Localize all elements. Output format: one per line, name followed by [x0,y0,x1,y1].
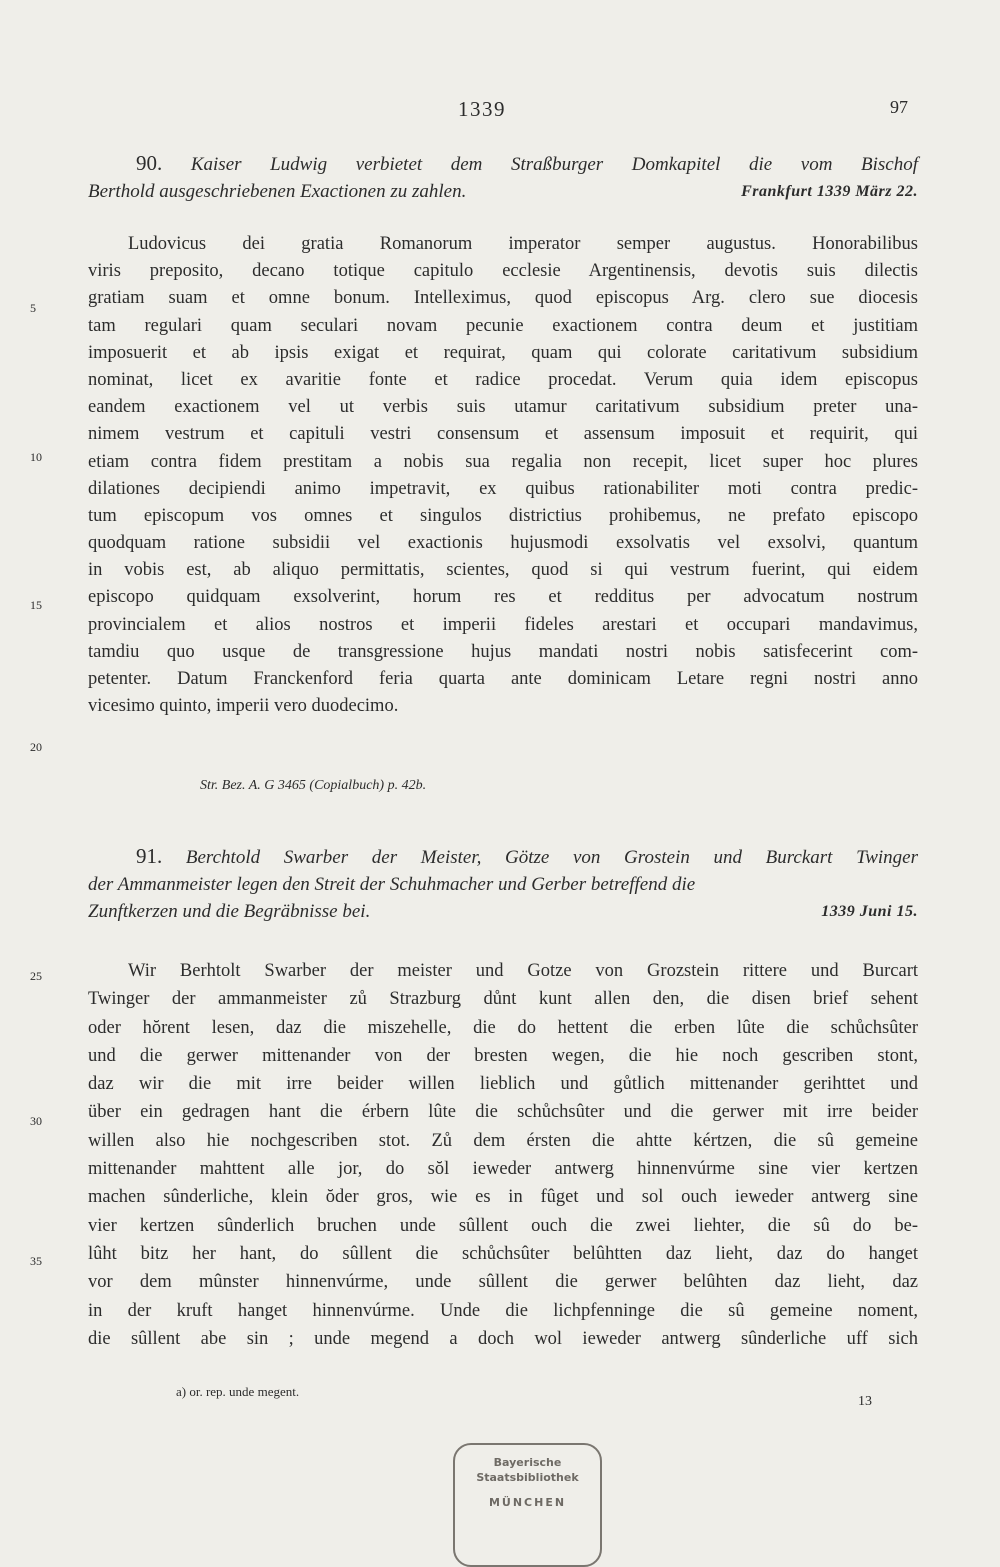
doc91-line: machen sûnderliche, klein ŏder gros, wie es in fûget und sol ouch ieweder antwerg sine [88,1187,918,1208]
signature-mark: 13 [858,1394,872,1409]
doc90-heading [88,150,918,205]
doc91-line: Wir Berhtolt Swarber der meister und Gotze von Grozstein rittere und Burcart [128,961,918,981]
doc90-title-text1: Kaiser Ludwig verbietet dem Straßburger Domkapitel die vom Bischof [190,154,919,175]
doc91-line: Twinger der ammanmeister zů Strazburg důnt kunt allen den, die disen brief sehent [88,989,918,1010]
doc91-title-line2: der Ammanmeister legen den Streit der Schuhmacher und Gerber betreffend die [88,874,696,895]
doc90-line: tamdiu quo usque de transgressione hujus mandati nostri nobis satisfecerint com- [88,641,918,662]
doc91-line: die sûllent abe sin ; unde megend a doch wol ieweder antwerg sûnderliche uff sich [88,1328,918,1349]
line-number: 25 [30,969,42,983]
doc91-line: und die gerwer mittenander von der bresten wegen, die hie noch gescriben stont, [88,1045,918,1066]
line-number: 30 [30,1114,42,1128]
running-head-year: 1339 [458,97,506,121]
doc90-line: nominat, licet ex avaritie fonte et radice procedat. Verum quia idem episcopus [88,369,918,390]
line-number: 5 [30,301,36,315]
doc90-line: in vobis est, ab aliquo permittatis, scientes, quod si qui vestrum fuerint, qui eidem [88,560,918,581]
doc90-number: 90. [136,151,163,175]
doc90-title-line1 [88,150,918,178]
doc90-line: eandem exactionem vel ut verbis suis utamur caritativum subsidium preter una- [88,397,918,418]
doc90-line: tam regulari quam seculari novam pecunie exactionem contra deum et justitiam [88,315,918,336]
page-number: 97 [890,97,908,117]
doc90-line: tum episcopum vos omnes et singulos districtius prohibemus, ne prefato episcopo [88,505,918,526]
doc90-line: provincialem et alios nostros et imperii fideles arestari et occupari mandavimus, [88,614,918,635]
doc91-title-text3: Zunftkerzen und die Begräbnisse bei. [88,901,371,922]
doc91-line: mittenander mahttent alle jor, do sŏl ieweder antwerg hinnenvúrme sine vier kertzen [88,1159,918,1180]
doc90-line: vicesimo quinto, imperii vero duodecimo. [88,696,399,717]
line-number: 35 [30,1254,42,1268]
doc91-line: über ein gedragen hant die érbern lûte die schůchsûter und die gerwer mit irre beider [88,1102,918,1123]
doc91-heading [88,843,918,925]
doc91-title-line1 [88,843,918,871]
footnote: a) or. rep. unde megent. [176,1384,300,1399]
doc90-line: imposuerit et ab ipsis exigat et requirat, quam qui colorate caritativum subsidium [88,342,918,363]
doc90-title-text2: Berthold ausgeschriebenen Exactionen zu zahlen. [88,181,467,202]
doc90-line: episcopo quidquam exsolverint, horum res et redditus per advocatum nostrum [88,587,918,608]
doc91-line: oder hŏrent lesen, daz die miszehelle, die do hettent die erben lûte die schůchsûter [88,1017,918,1038]
doc90-line: petenter. Datum Franckenford feria quarta ante dominicam Letare regni nostri anno [88,669,918,689]
library-stamp [453,1443,602,1567]
line-number: 10 [30,450,42,464]
doc90-line: dilationes decipiendi animo impetravit, ex quibus rationabiliter moti contra predic- [88,478,918,499]
stamp-line1: Bayerische [493,1456,562,1469]
doc90-line: nimem vestrum et capituli vestri consensum et assensum imposuit et requirit, qui [88,424,918,445]
line-number: 15 [30,598,42,612]
doc91-title-text1: Berchtold Swarber der Meister, Götze von Grostein und Burckart Twinger [185,847,919,868]
stamp-line3: MÜNCHEN [488,1496,567,1509]
doc91-title-line3-row [88,898,918,925]
doc91-line: lûht bitz her hant, do sûllent die schůchsûter belûhtten daz lieht, daz do hanget [88,1243,918,1264]
doc91-line: daz wir die mit irre beider willen lieblich und gůtlich mittenander gerihttet und [88,1074,918,1095]
doc91-line: willen also hie nochgescriben stot. Zů dem érsten die ahtte kértzen, die sû gemeine [88,1130,918,1151]
doc90-source-citation: Str. Bez. A. G 3465 (Copialbuch) p. 42b. [200,778,427,793]
doc91-line: vier kertzen sûnderlich bruchen unde sûllent ouch die zwei liehter, die sû do be- [88,1215,918,1236]
doc91-line: in der kruft hanget hinnenvúrme. Unde die lichpfenninge die sû gemeine noment, [88,1300,918,1321]
doc90-title-line2-row [88,178,918,205]
doc90-line: etiam contra fidem prestitam a nobis sua regalia non recepit, licet super hoc plures [88,451,918,472]
doc90-body [88,231,918,720]
doc90-line: Ludovicus dei gratia Romanorum imperator semper augustus. Honorabilibus [128,234,918,254]
doc90-line: gratiam suam et omne bonum. Intelleximus, quod episcopus Arg. clero sue diocesis [88,288,918,309]
doc90-dateline: Frankfurt 1339 März 22. [741,183,918,200]
doc91-dateline: 1339 Juni 15. [821,903,918,920]
doc91-line: vor dem mûnster hinnenvúrme, unde sûllent die gerwer belûhten daz lieht, daz [88,1272,918,1293]
doc90-line: viris preposito, decano totique capitulo ecclesie Argentinensis, devotis suis dilectis [88,261,918,282]
doc91-number: 91. [136,844,163,868]
line-number: 20 [30,740,42,754]
doc91-body [88,957,918,1353]
stamp-line2: Staatsbibliothek [476,1471,579,1484]
doc90-line: quodquam ratione subsidii vel exactionis hujusmodi exsolvatis vel exsolvi, quantum [88,533,918,554]
